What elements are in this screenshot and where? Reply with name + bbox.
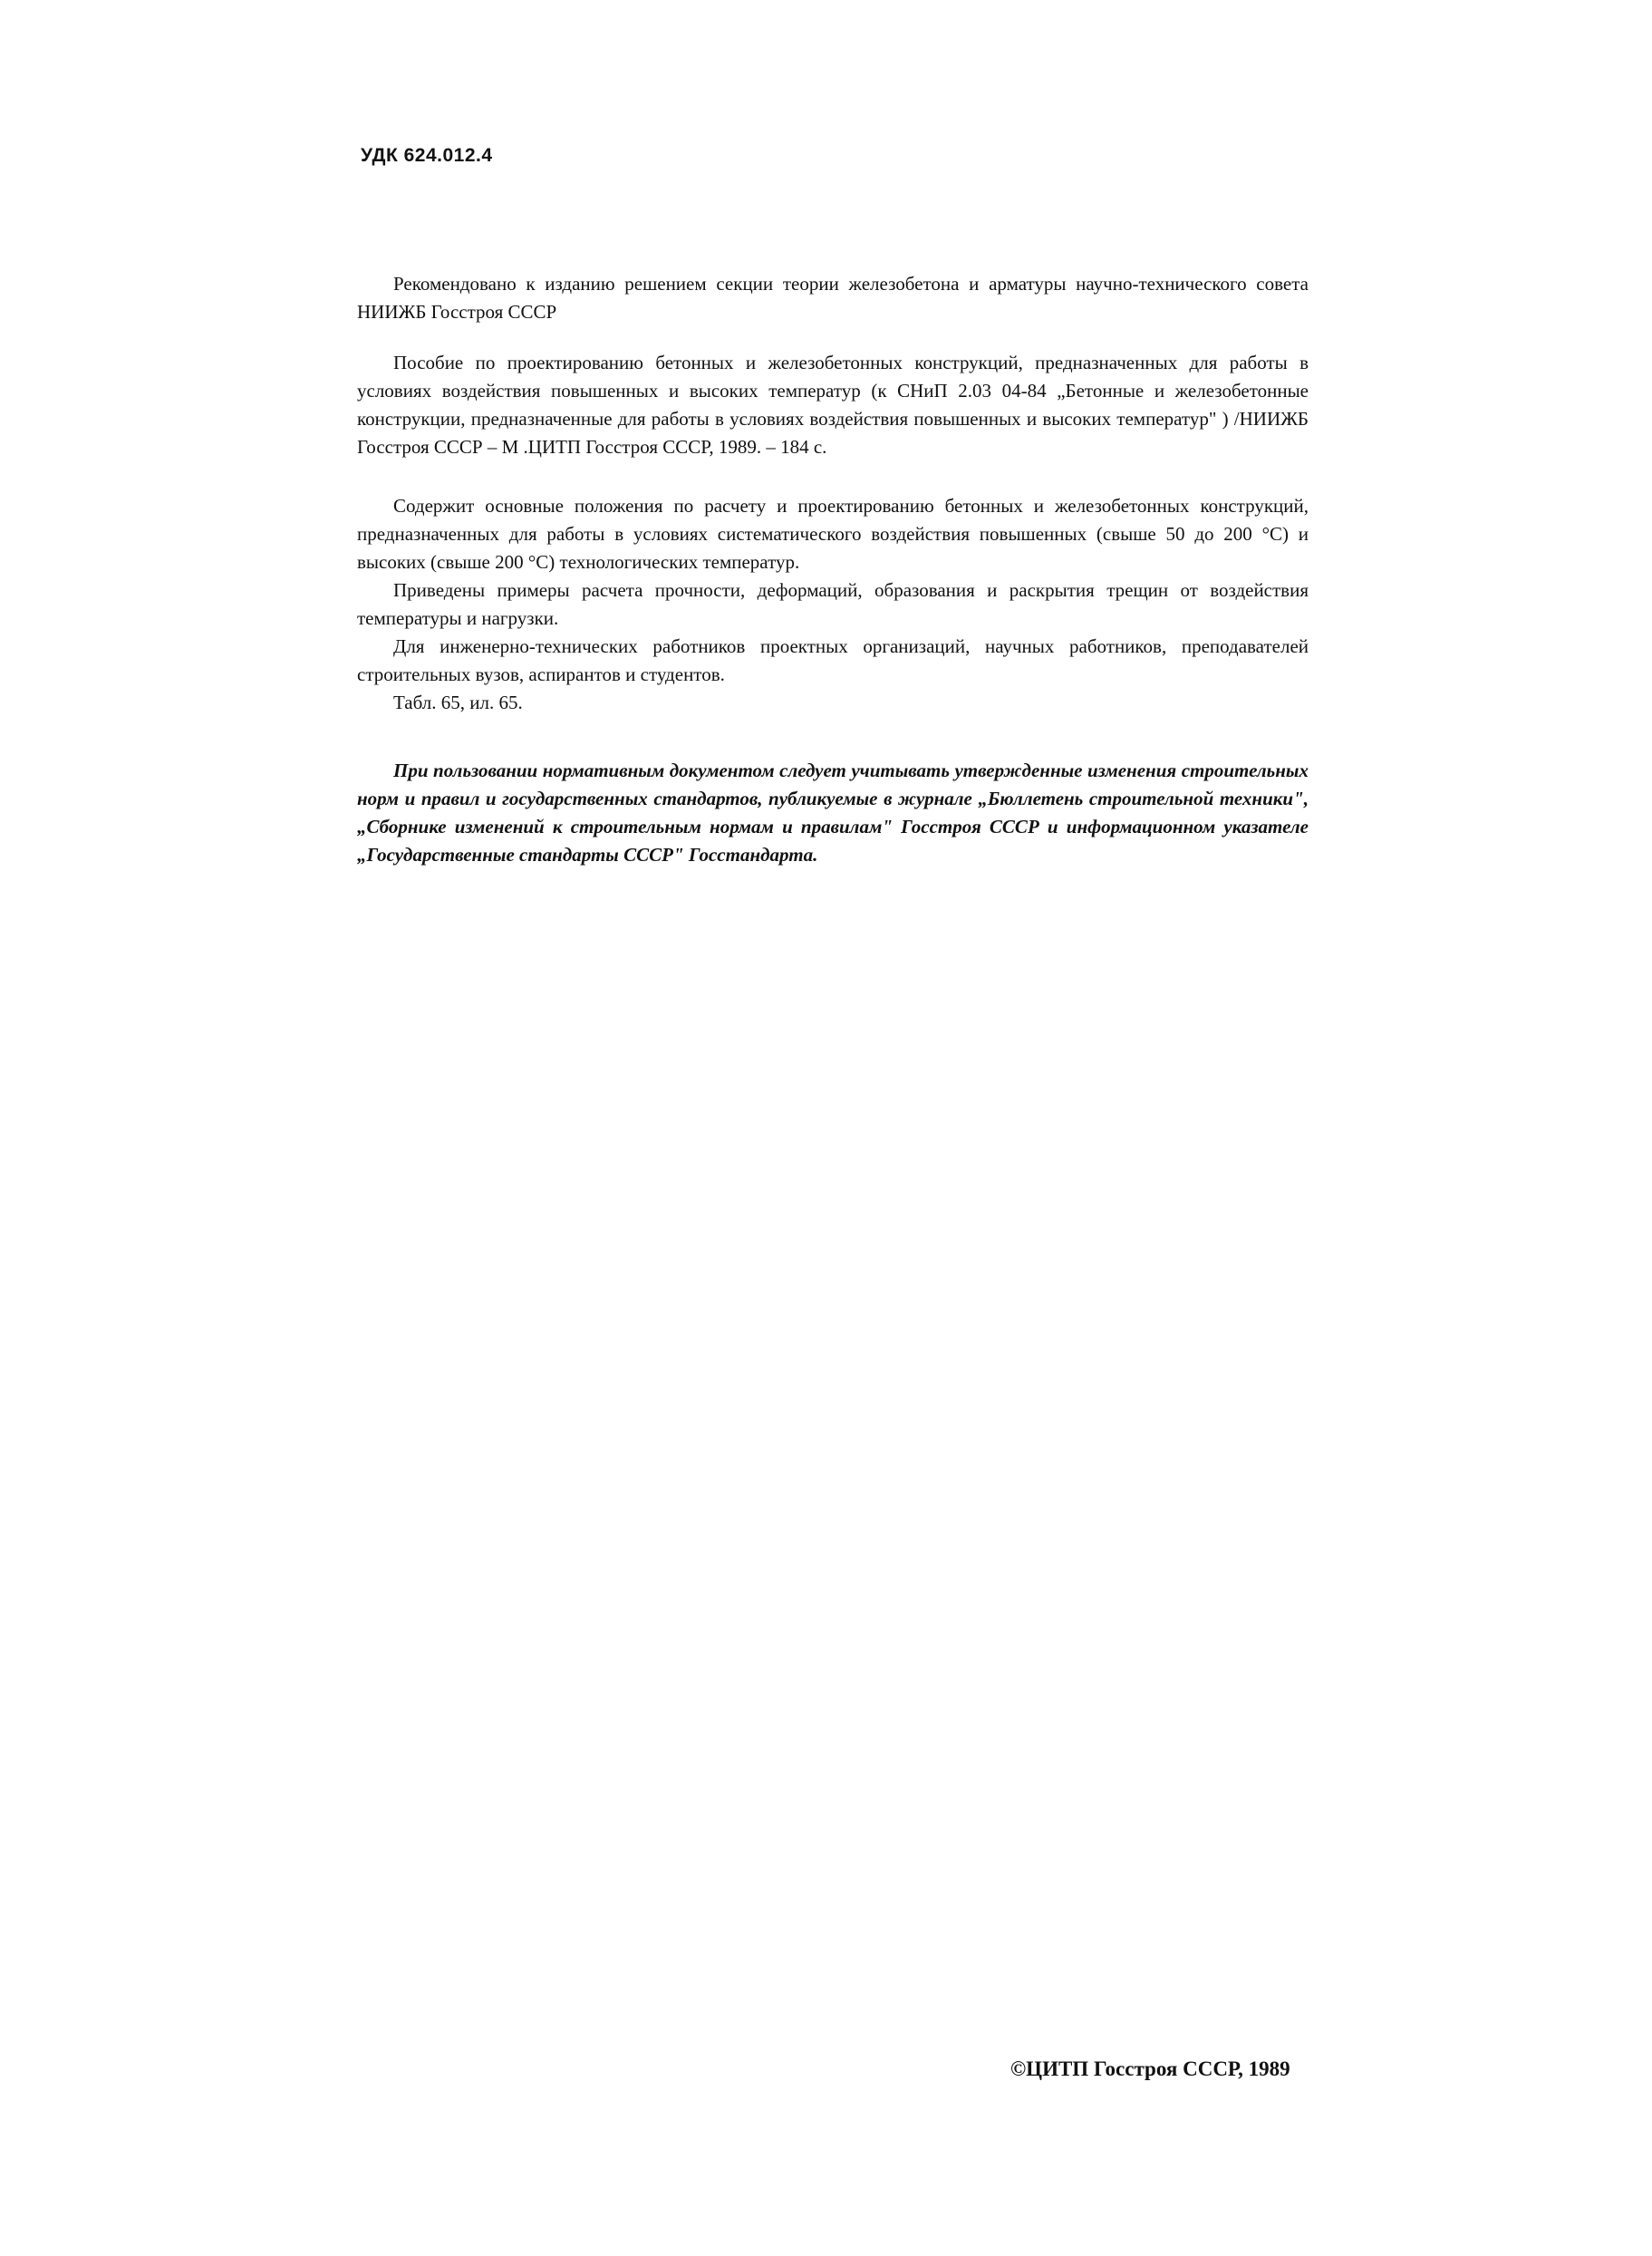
annotation xyxy=(357,492,1309,717)
bibliographic-description xyxy=(357,349,1309,461)
annotation-paragraph: Содержит основные положения по расчету и проектированию бетонных и железобетонных конструкций, предназначенных для работы в условиях систематического воздействия повышенных (свыше 50 до 200 °С) и высоких (свыше 200 °С) технологических температур. xyxy=(357,495,1309,573)
bibliography-text: Пособие по проектированию бетонных и железобетонных конструкций, предназначенных для работы в условиях воздействия повышенных и высоких температур (к СНиП 2.03 04-84 „Бетонные и железобетонные конструкции, предназначенные для работы в условиях воздействия повышенных и высоких температур" ) /НИИЖБ Госстроя СССР – М .ЦИТП Госстроя СССР, 1989. – 184 с. xyxy=(357,352,1309,458)
usage-notice-text: При пользовании нормативным документом следует учитывать утвержденные изменения строительных норм и правил и государственных стандартов, публикуемые в журнале „Бюллетень строительной техники", „Сборнике изменений к строительным нормам и правилам" Госстроя СССР и информационном указателе „Государственные стандарты СССР" Госстандарта. xyxy=(357,760,1309,866)
annotation-paragraph: Приведены примеры расчета прочности, деформаций, образования и раскрытия трещин от воздействия температуры и нагрузки. xyxy=(357,579,1309,629)
annotation-paragraph: Табл. 65, ил. 65. xyxy=(393,692,523,713)
usage-notice xyxy=(357,757,1309,869)
recommendation-note xyxy=(357,270,1309,326)
udk-code: УДК 624.012.4 xyxy=(361,145,493,166)
recommendation-text: Рекомендовано к изданию решением секции теории железобетона и арматуры научно-технического совета НИИЖБ Госстроя СССР xyxy=(357,273,1309,323)
copyright-line: ©ЦИТП Госстроя СССР, 1989 xyxy=(1010,2058,1290,2080)
annotation-paragraph: Для инженерно-технических работников проектных организаций, научных работников, преподавателей строительных вузов, аспирантов и студентов. xyxy=(357,635,1309,685)
